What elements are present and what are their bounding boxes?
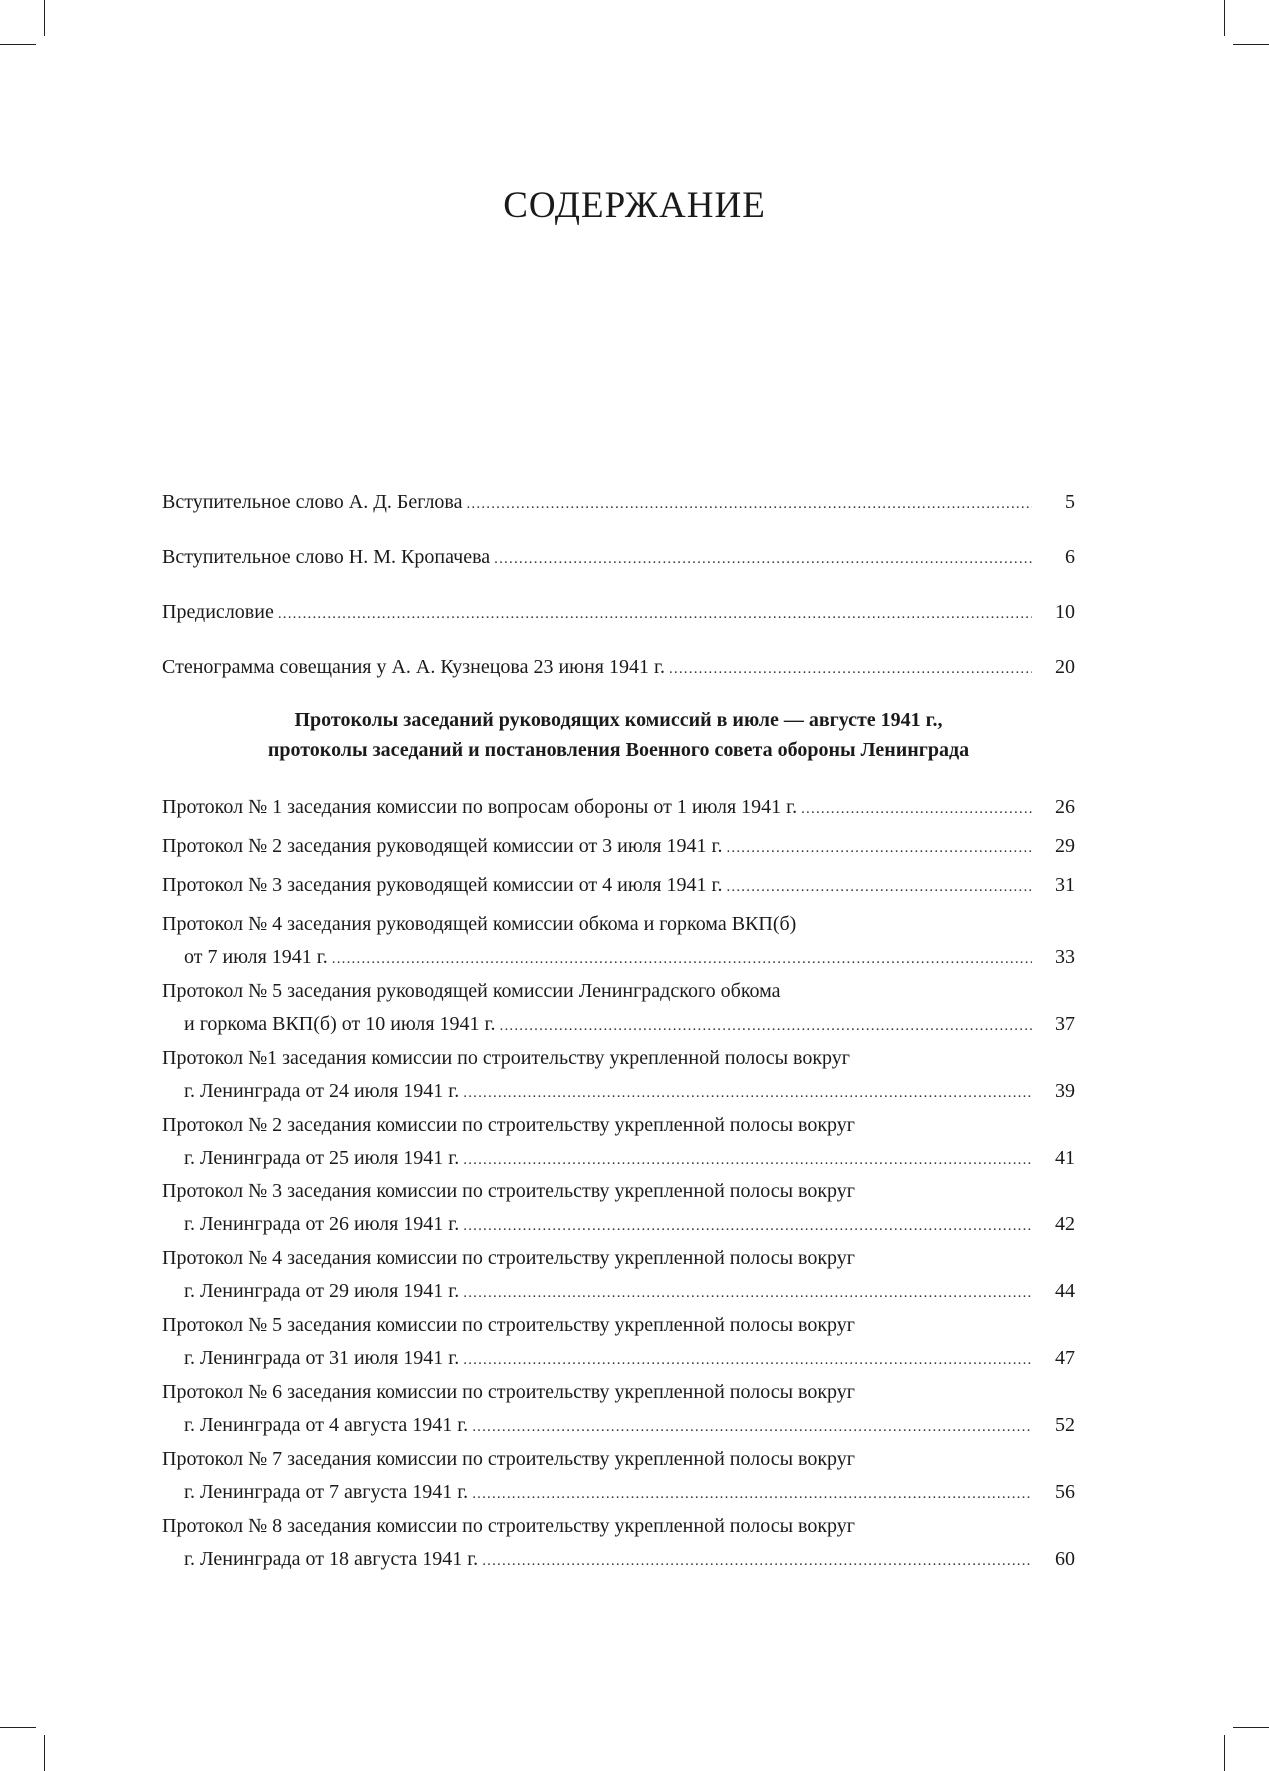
toc-entry-line (184, 1277, 1032, 1305)
toc-page-number: 10 (1055, 601, 1075, 623)
toc-dot-leader (278, 600, 1032, 628)
toc-entry-title: Протокол № 4 заседания руководящей комиссии обкома и горкома ВКП(б) (162, 913, 797, 935)
toc-entry-title: г. Ленинграда от 31 июля 1941 г. (184, 1347, 460, 1369)
toc-dot-leader (332, 945, 1032, 973)
toc-entry-line (162, 793, 1032, 821)
toc-entry-title: от 7 июля 1941 г. (184, 946, 328, 968)
toc-page-number: 52 (1055, 1414, 1075, 1436)
toc-entry-title: г. Ленинграда от 25 июля 1941 г. (184, 1147, 460, 1169)
toc-dot-leader (801, 795, 1032, 823)
toc-dot-leader (494, 545, 1032, 573)
toc-dot-leader (726, 873, 1032, 901)
toc-page-number: 5 (1065, 491, 1075, 513)
toc-page-number: 42 (1055, 1213, 1075, 1235)
toc-entry-line (162, 1111, 1075, 1139)
toc-entry-title: г. Ленинграда от 7 августа 1941 г. (184, 1481, 469, 1503)
toc-entry-line (184, 1478, 1032, 1506)
toc-page-number: 31 (1055, 874, 1075, 896)
toc-entry-title: Протокол № 3 заседания руководящей комиссии от 4 июля 1941 г. (162, 874, 723, 896)
crop-mark-bottom-right-horizontal (1233, 1727, 1269, 1728)
toc-page-number: 60 (1055, 1548, 1075, 1570)
crop-mark-bottom-left-vertical (44, 1735, 45, 1771)
toc-entry-line (162, 598, 1032, 626)
toc-entry-line (162, 1512, 1075, 1540)
toc-entry-line (184, 943, 1032, 971)
section-heading-line-2: протоколы заседаний и постановления Военного совета обороны Ленинграда (267, 739, 970, 761)
toc-entry-title: Протокол № 8 заседания комиссии по строительству укрепленной полосы вокруг (162, 1515, 855, 1537)
toc-dot-leader (463, 1279, 1032, 1307)
toc-entry-title: Протокол № 3 заседания комиссии по строительству укрепленной полосы вокруг (162, 1180, 855, 1202)
toc-page-number: 56 (1055, 1481, 1075, 1503)
toc-entry-title: Протокол № 2 заседания руководящей комиссии от 3 июля 1941 г. (162, 835, 723, 857)
toc-entry-title: Протокол № 4 заседания комиссии по строительству укрепленной полосы вокруг (162, 1247, 855, 1269)
toc-dot-leader (463, 1079, 1032, 1107)
section-heading (162, 705, 1075, 765)
crop-mark-bottom-left-horizontal (0, 1727, 36, 1728)
toc-entry-title: Протокол № 6 заседания комиссии по строительству укрепленной полосы вокруг (162, 1381, 855, 1403)
toc-entry-title: г. Ленинграда от 24 июля 1941 г. (184, 1080, 460, 1102)
toc-entry-title: Протокол №1 заседания комиссии по строительству укрепленной полосы вокруг (162, 1047, 850, 1069)
toc-entry-line (162, 1445, 1075, 1473)
toc-page-number: 29 (1055, 835, 1075, 857)
toc-entry-line (162, 832, 1032, 860)
toc-page-number: 26 (1055, 796, 1075, 818)
toc-entry-line (162, 488, 1032, 516)
crop-mark-top-right-vertical (1224, 0, 1225, 36)
toc-entry-line (162, 910, 1075, 938)
toc-entry-title: Стенограмма совещания у А. А. Кузнецова 23 июня 1941 г. (162, 656, 665, 678)
toc-entry-title: Протокол № 5 заседания руководящей комиссии Ленинградского обкома (162, 980, 781, 1002)
toc-entry-title: г. Ленинграда от 29 июля 1941 г. (184, 1280, 460, 1302)
toc-entry-line (162, 1177, 1075, 1205)
toc-entry-line (184, 1344, 1032, 1372)
crop-mark-top-right-horizontal (1233, 44, 1269, 45)
crop-mark-top-left-horizontal (0, 44, 36, 45)
toc-entry-line (184, 1144, 1032, 1172)
toc-dot-leader (472, 1413, 1032, 1441)
toc-entry-line (184, 1010, 1032, 1038)
toc-dot-leader (472, 1480, 1032, 1508)
toc-entry-line (162, 977, 1075, 1005)
toc-entry-title: Предисловие (162, 601, 274, 623)
toc-entry-title: Вступительное слово Н. М. Кропачева (162, 546, 491, 568)
crop-mark-top-left-vertical (44, 0, 45, 36)
toc-entry-line (162, 1244, 1075, 1272)
toc-entry-line (162, 1311, 1075, 1339)
toc-entry-line (162, 1378, 1075, 1406)
toc-entry-line (184, 1411, 1032, 1439)
toc-dot-leader (669, 655, 1032, 683)
toc-page-number: 47 (1055, 1347, 1075, 1369)
toc-page-number: 44 (1055, 1280, 1075, 1302)
toc-entry-line (184, 1545, 1032, 1573)
toc-dot-leader (726, 834, 1032, 862)
toc-dot-leader (463, 1146, 1032, 1174)
toc-entry-title: г. Ленинграда от 4 августа 1941 г. (184, 1414, 469, 1436)
toc-entry-title: и горкома ВКП(б) от 10 июля 1941 г. (184, 1013, 496, 1035)
toc-dot-leader (500, 1012, 1033, 1040)
toc-page-number: 41 (1055, 1147, 1075, 1169)
toc-page-number: 39 (1055, 1080, 1075, 1102)
page-title: СОДЕРЖАНИЕ (503, 185, 766, 226)
toc-entry-line (162, 871, 1032, 899)
toc-entry-line (162, 653, 1032, 681)
toc-entry-line (162, 1044, 1075, 1072)
toc-entry-line (184, 1077, 1032, 1105)
toc-page-number: 33 (1055, 946, 1075, 968)
toc-entry-title: г. Ленинграда от 18 августа 1941 г. (184, 1548, 479, 1570)
toc-page-number: 6 (1065, 546, 1075, 568)
toc-entry-line (184, 1210, 1032, 1238)
toc-page-number: 20 (1055, 656, 1075, 678)
toc-dot-leader (482, 1547, 1032, 1575)
toc-entry-title: г. Ленинграда от 26 июля 1941 г. (184, 1213, 460, 1235)
toc-entry-title: Вступительное слово А. Д. Беглова (162, 491, 463, 513)
crop-mark-bottom-right-vertical (1224, 1735, 1225, 1771)
toc-dot-leader (466, 490, 1032, 518)
toc-entry-title: Протокол № 5 заседания комиссии по строительству укрепленной полосы вокруг (162, 1314, 855, 1336)
toc-entry-title: Протокол № 7 заседания комиссии по строительству укрепленной полосы вокруг (162, 1448, 855, 1470)
section-heading-line-1: Протоколы заседаний руководящих комиссий в июле — августе 1941 г., (294, 709, 943, 731)
toc-entry-line (162, 543, 1032, 571)
toc-entry-title: Протокол № 2 заседания комиссии по строительству укрепленной полосы вокруг (162, 1114, 855, 1136)
toc-dot-leader (463, 1212, 1032, 1240)
toc-dot-leader (463, 1346, 1032, 1374)
toc-page-number: 37 (1055, 1013, 1075, 1035)
toc-entry-title: Протокол № 1 заседания комиссии по вопросам обороны от 1 июля 1941 г. (162, 796, 798, 818)
